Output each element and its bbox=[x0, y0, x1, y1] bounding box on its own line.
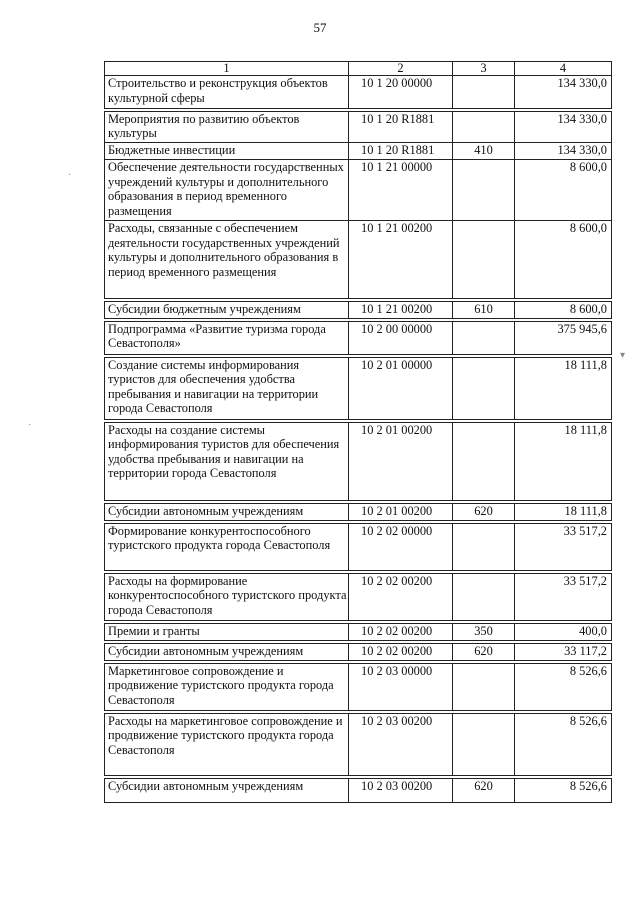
row-code: 10 1 21 00000 bbox=[349, 160, 453, 221]
row-kind bbox=[453, 356, 515, 421]
row-kind bbox=[453, 712, 515, 777]
table-row bbox=[105, 622, 612, 642]
row-name: Создание системы информирования туристов для обеспечения удобства пребывания и навигации на территории города Севастополя bbox=[105, 356, 349, 421]
row-kind bbox=[453, 160, 515, 221]
row-name: Расходы на формирование конкурентоспособного туристского продукта города Севастополя bbox=[105, 572, 349, 622]
row-kind bbox=[453, 110, 515, 143]
row-amount: 18 111,8 bbox=[515, 502, 612, 522]
row-amount: 8 526,6 bbox=[515, 777, 612, 803]
row-kind bbox=[453, 662, 515, 712]
row-code: 10 2 01 00200 bbox=[349, 421, 453, 502]
row-name: Субсидии автономным учреждениям bbox=[105, 642, 349, 662]
row-kind: 620 bbox=[453, 777, 515, 803]
row-name: Субсидии автономным учреждениям bbox=[105, 777, 349, 803]
row-code: 10 2 02 00200 bbox=[349, 572, 453, 622]
row-kind bbox=[453, 421, 515, 502]
table-row bbox=[105, 777, 612, 803]
scan-speck: ▾ bbox=[620, 350, 626, 361]
row-amount: 8 526,6 bbox=[515, 712, 612, 777]
table-header-row bbox=[105, 62, 612, 76]
row-amount: 8 600,0 bbox=[515, 160, 612, 221]
row-amount: 18 111,8 bbox=[515, 356, 612, 421]
row-code: 10 1 20 R1881 bbox=[349, 110, 453, 143]
table-row bbox=[105, 522, 612, 572]
row-code: 10 2 02 00000 bbox=[349, 522, 453, 572]
row-kind bbox=[453, 320, 515, 356]
page-number: 57 bbox=[313, 20, 327, 35]
budget-table bbox=[104, 61, 612, 803]
row-code: 10 2 03 00200 bbox=[349, 712, 453, 777]
row-amount: 134 330,0 bbox=[515, 110, 612, 143]
row-code: 10 2 03 00200 bbox=[349, 777, 453, 803]
row-amount: 8 526,6 bbox=[515, 662, 612, 712]
row-name: Расходы, связанные с обеспечением деятельности государственных учреждений культуры и дополнительного образования в период временного размещения bbox=[105, 221, 349, 300]
table-row bbox=[105, 320, 612, 356]
row-code: 10 1 20 00000 bbox=[349, 76, 453, 110]
row-kind: 350 bbox=[453, 622, 515, 642]
row-name: Субсидии бюджетным учреждениям bbox=[105, 300, 349, 320]
row-name: Формирование конкурентоспособного туристского продукта города Севастополя bbox=[105, 522, 349, 572]
row-name: Строительство и реконструкция объектов культурной сферы bbox=[105, 76, 349, 110]
row-name: Расходы на создание системы информирования туристов для обеспечения удобства пребывания и навигации на территории города Севастополя bbox=[105, 421, 349, 502]
row-code: 10 2 02 00200 bbox=[349, 642, 453, 662]
table-row bbox=[105, 421, 612, 502]
row-name: Расходы на маркетинговое сопровождение и продвижение туристского продукта города Севастополя bbox=[105, 712, 349, 777]
row-name: Бюджетные инвестиции bbox=[105, 143, 349, 160]
row-code: 10 2 01 00200 bbox=[349, 502, 453, 522]
table-row bbox=[105, 221, 612, 300]
table-row bbox=[105, 502, 612, 522]
row-amount: 400,0 bbox=[515, 622, 612, 642]
table-row bbox=[105, 300, 612, 320]
table-row bbox=[105, 356, 612, 421]
row-code: 10 1 21 00200 bbox=[349, 221, 453, 300]
row-amount: 33 517,2 bbox=[515, 572, 612, 622]
row-name: Премии и гранты bbox=[105, 622, 349, 642]
header-col-2: 2 bbox=[349, 62, 453, 76]
table-row bbox=[105, 712, 612, 777]
table-row bbox=[105, 642, 612, 662]
table-row bbox=[105, 76, 612, 110]
row-amount: 18 111,8 bbox=[515, 421, 612, 502]
header-col-3: 3 bbox=[453, 62, 515, 76]
header-col-1: 1 bbox=[105, 62, 349, 76]
row-kind bbox=[453, 572, 515, 622]
row-amount: 33 117,2 bbox=[515, 642, 612, 662]
table-row bbox=[105, 662, 612, 712]
scan-speck: · bbox=[28, 420, 32, 431]
row-name: Подпрограмма «Развитие туризма города Севастополя» bbox=[105, 320, 349, 356]
table-row bbox=[105, 160, 612, 221]
row-amount: 375 945,6 bbox=[515, 320, 612, 356]
row-kind bbox=[453, 221, 515, 300]
scan-speck: · bbox=[68, 170, 72, 181]
row-kind: 410 bbox=[453, 143, 515, 160]
row-code: 10 2 01 00000 bbox=[349, 356, 453, 421]
row-kind: 620 bbox=[453, 642, 515, 662]
row-kind: 620 bbox=[453, 502, 515, 522]
row-code: 10 2 03 00000 bbox=[349, 662, 453, 712]
row-name: Маркетинговое сопровождение и продвижение туристского продукта города Севастополя bbox=[105, 662, 349, 712]
row-name: Мероприятия по развитию объектов культуры bbox=[105, 110, 349, 143]
row-amount: 8 600,0 bbox=[515, 300, 612, 320]
row-code: 10 2 02 00200 bbox=[349, 622, 453, 642]
row-kind: 610 bbox=[453, 300, 515, 320]
table-row bbox=[105, 143, 612, 160]
row-amount: 134 330,0 bbox=[515, 143, 612, 160]
row-code: 10 1 21 00200 bbox=[349, 300, 453, 320]
header-col-4: 4 bbox=[515, 62, 612, 76]
row-code: 10 2 00 00000 bbox=[349, 320, 453, 356]
row-amount: 8 600,0 bbox=[515, 221, 612, 300]
table-row bbox=[105, 572, 612, 622]
row-amount: 134 330,0 bbox=[515, 76, 612, 110]
table-row bbox=[105, 110, 612, 143]
row-code: 10 1 20 R1881 bbox=[349, 143, 453, 160]
row-kind bbox=[453, 76, 515, 110]
row-name: Субсидии автономным учреждениям bbox=[105, 502, 349, 522]
row-kind bbox=[453, 522, 515, 572]
row-name: Обеспечение деятельности государственных учреждений культуры и дополнительного образования в период временного размещения bbox=[105, 160, 349, 221]
row-amount: 33 517,2 bbox=[515, 522, 612, 572]
